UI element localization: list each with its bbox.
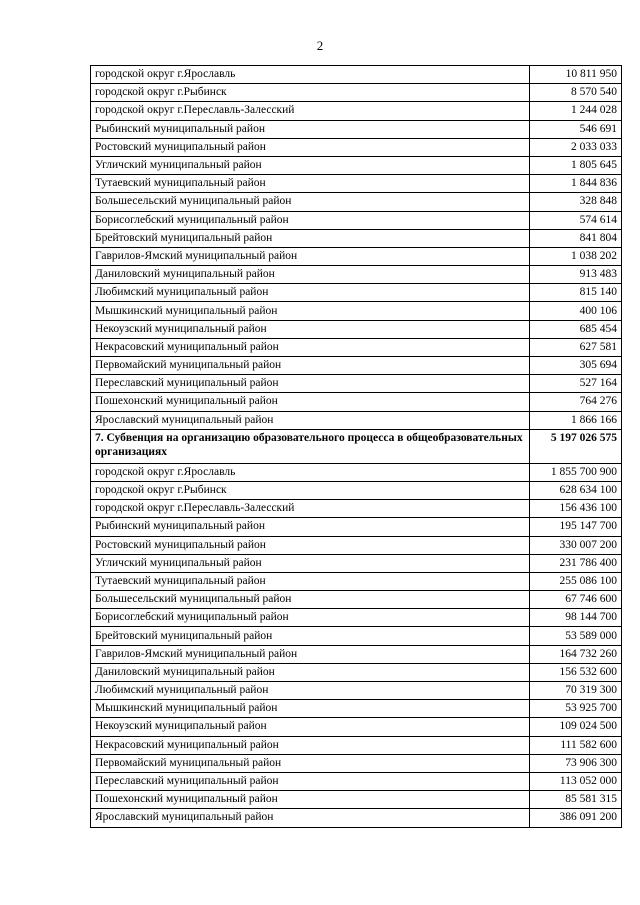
table-row [91, 120, 622, 138]
table-row [91, 536, 622, 554]
amount-value: 628 634 100 [530, 481, 622, 499]
amount-value: 815 140 [530, 284, 622, 302]
table-row [91, 320, 622, 338]
amount-value: 85 581 315 [530, 791, 622, 809]
amount-value: 1 244 028 [530, 102, 622, 120]
section-heading-row [91, 429, 622, 463]
table-row [91, 500, 622, 518]
municipality-name: Тутаевский муниципальный район [91, 175, 530, 193]
table-row [91, 554, 622, 572]
amount-value: 111 582 600 [530, 736, 622, 754]
municipality-name: городской округ г.Переславль-Залесский [91, 500, 530, 518]
amount-value: 156 436 100 [530, 500, 622, 518]
municipality-name: Любимский муниципальный район [91, 284, 530, 302]
table-row [91, 481, 622, 499]
amount-value: 255 086 100 [530, 572, 622, 590]
table-row [91, 229, 622, 247]
table-row [91, 338, 622, 356]
amount-value: 8 570 540 [530, 84, 622, 102]
municipality-name: Борисоглебский муниципальный район [91, 211, 530, 229]
table-row [91, 609, 622, 627]
table-row [91, 175, 622, 193]
municipality-name: Некоузский муниципальный район [91, 320, 530, 338]
amount-value: 113 052 000 [530, 772, 622, 790]
municipality-name: Угличский муниципальный район [91, 156, 530, 174]
amount-value: 1 038 202 [530, 247, 622, 265]
table-row [91, 302, 622, 320]
table-row [91, 627, 622, 645]
amount-value: 764 276 [530, 393, 622, 411]
municipality-name: Ростовский муниципальный район [91, 536, 530, 554]
table-row [91, 772, 622, 790]
municipality-name: Мышкинский муниципальный район [91, 302, 530, 320]
table-row [91, 393, 622, 411]
municipality-name: Брейтовский муниципальный район [91, 229, 530, 247]
amount-value: 1 866 166 [530, 411, 622, 429]
amount-value: 685 454 [530, 320, 622, 338]
municipality-name: Переславский муниципальный район [91, 772, 530, 790]
table-row [91, 663, 622, 681]
amount-value: 328 848 [530, 193, 622, 211]
municipality-name: Борисоглебский муниципальный район [91, 609, 530, 627]
municipality-name: Ярославский муниципальный район [91, 809, 530, 827]
municipality-name: Переславский муниципальный район [91, 375, 530, 393]
table-row [91, 211, 622, 229]
municipality-name: Рыбинский муниципальный район [91, 518, 530, 536]
municipality-name: Даниловский муниципальный район [91, 266, 530, 284]
municipality-name: городской округ г.Рыбинск [91, 481, 530, 499]
amount-value: 10 811 950 [530, 66, 622, 84]
amount-value: 53 589 000 [530, 627, 622, 645]
municipality-name: Тутаевский муниципальный район [91, 572, 530, 590]
municipality-name: городской округ г.Ярославль [91, 66, 530, 84]
municipality-name: Гаврилов-Ямский муниципальный район [91, 645, 530, 663]
municipality-name: городской округ г.Переславль-Залесский [91, 102, 530, 120]
amount-value: 574 614 [530, 211, 622, 229]
amount-value: 156 532 600 [530, 663, 622, 681]
table-row [91, 736, 622, 754]
table-row [91, 193, 622, 211]
table-row [91, 375, 622, 393]
page-number: 2 [316, 38, 324, 53]
table-row [91, 591, 622, 609]
municipality-name: Первомайский муниципальный район [91, 754, 530, 772]
municipality-name: Некрасовский муниципальный район [91, 338, 530, 356]
table-row [91, 700, 622, 718]
municipality-name: Мышкинский муниципальный район [91, 700, 530, 718]
municipality-name: Ярославский муниципальный район [91, 411, 530, 429]
municipality-name: Большесельский муниципальный район [91, 193, 530, 211]
amount-value: 70 319 300 [530, 682, 622, 700]
amount-value: 913 483 [530, 266, 622, 284]
table-body-part1 [91, 66, 622, 430]
amount-value: 627 581 [530, 338, 622, 356]
municipality-name: Гаврилов-Ямский муниципальный район [91, 247, 530, 265]
subvention-table [90, 65, 622, 828]
municipality-name: Рыбинский муниципальный район [91, 120, 530, 138]
municipality-name: Ростовский муниципальный район [91, 138, 530, 156]
municipality-name: Некрасовский муниципальный район [91, 736, 530, 754]
table-row [91, 718, 622, 736]
table-row [91, 284, 622, 302]
table-row [91, 518, 622, 536]
table-row [91, 463, 622, 481]
amount-value: 386 091 200 [530, 809, 622, 827]
municipality-name: Большесельский муниципальный район [91, 591, 530, 609]
table-row [91, 84, 622, 102]
amount-value: 2 033 033 [530, 138, 622, 156]
amount-value: 98 144 700 [530, 609, 622, 627]
amount-value: 1 805 645 [530, 156, 622, 174]
amount-value: 305 694 [530, 357, 622, 375]
municipality-name: Некоузский муниципальный район [91, 718, 530, 736]
amount-value: 546 691 [530, 120, 622, 138]
amount-value: 1 855 700 900 [530, 463, 622, 481]
amount-value: 1 844 836 [530, 175, 622, 193]
amount-value: 67 746 600 [530, 591, 622, 609]
table-row [91, 809, 622, 827]
table-row [91, 266, 622, 284]
table-row [91, 357, 622, 375]
table-body-part2 [91, 463, 622, 827]
table-row [91, 682, 622, 700]
amount-value: 527 164 [530, 375, 622, 393]
municipality-name: городской округ г.Рыбинск [91, 84, 530, 102]
amount-value: 53 925 700 [530, 700, 622, 718]
table-row [91, 572, 622, 590]
table-row [91, 247, 622, 265]
amount-value: 73 906 300 [530, 754, 622, 772]
table-row [91, 645, 622, 663]
municipality-name: городской округ г.Ярославль [91, 463, 530, 481]
section-total: 5 197 026 575 [530, 429, 622, 463]
table-row [91, 411, 622, 429]
amount-value: 195 147 700 [530, 518, 622, 536]
amount-value: 231 786 400 [530, 554, 622, 572]
municipality-name: Угличский муниципальный район [91, 554, 530, 572]
table-row [91, 138, 622, 156]
table-row [91, 791, 622, 809]
municipality-name: Брейтовский муниципальный район [91, 627, 530, 645]
municipality-name: Даниловский муниципальный район [91, 663, 530, 681]
table-row [91, 156, 622, 174]
amount-value: 164 732 260 [530, 645, 622, 663]
amount-value: 400 106 [530, 302, 622, 320]
amount-value: 330 007 200 [530, 536, 622, 554]
municipality-name: Пошехонский муниципальный район [91, 393, 530, 411]
table-row [91, 754, 622, 772]
municipality-name: Любимский муниципальный район [91, 682, 530, 700]
section-7 [91, 429, 622, 463]
table-row [91, 66, 622, 84]
municipality-name: Пошехонский муниципальный район [91, 791, 530, 809]
municipality-name: Первомайский муниципальный район [91, 357, 530, 375]
amount-value: 109 024 500 [530, 718, 622, 736]
section-title: 7. Субвенция на организацию образовательного процесса в общеобразовательных организациях [91, 429, 530, 463]
table-row [91, 102, 622, 120]
amount-value: 841 804 [530, 229, 622, 247]
